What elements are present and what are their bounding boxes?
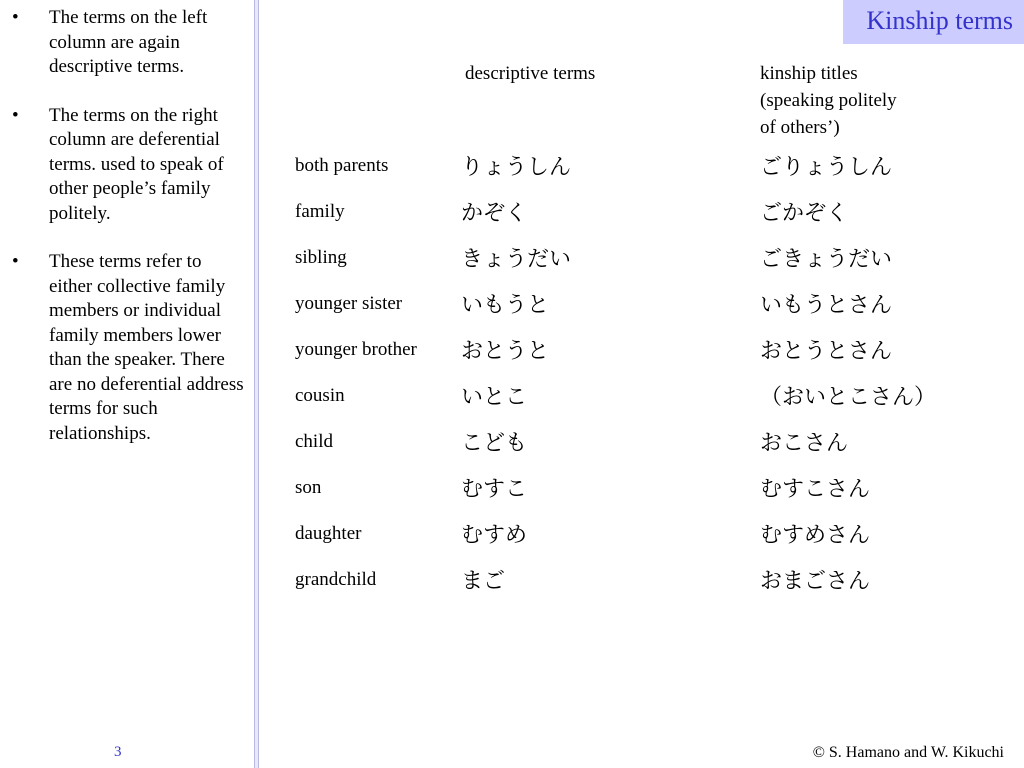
- page-title: Kinship terms: [866, 6, 1013, 35]
- kinship-title: むすこさん: [760, 477, 871, 502]
- note-item: [8, 6, 244, 80]
- kinship-title: おまごさん: [760, 569, 871, 594]
- descriptive-term: まご: [461, 569, 506, 594]
- english-term: child: [295, 431, 333, 452]
- english-term: younger brother: [295, 339, 417, 360]
- bullet: •: [12, 251, 19, 272]
- page-number: 3: [114, 744, 122, 760]
- bullet: •: [12, 7, 19, 28]
- title-box: [843, 0, 1024, 44]
- bullet: •: [12, 104, 19, 126]
- descriptive-term: きょうだい: [461, 247, 572, 272]
- descriptive-term: こども: [461, 431, 528, 456]
- kinship-title: おこさん: [760, 431, 849, 456]
- english-term: daughter: [295, 523, 362, 544]
- english-term: grandchild: [295, 569, 377, 590]
- descriptive-term: かぞく: [461, 201, 528, 226]
- kinship-title: むすめさん: [760, 523, 871, 548]
- descriptive-term: むすこ: [461, 477, 528, 502]
- kinship-title: いもうとさん: [760, 293, 893, 318]
- note-text: The terms on the right column are deferential terms. used to speak of other people’s family politely.: [49, 104, 224, 224]
- note-text: These terms refer to either collective family members or individual family members lower than the speaker. There are no deferential address terms for such relationships.: [49, 251, 244, 444]
- kinship-title: （おいとこさん）: [760, 385, 937, 410]
- descriptive-term: いもうと: [461, 293, 550, 318]
- descriptive-term: いとこ: [461, 385, 528, 410]
- english-term: cousin: [295, 385, 345, 406]
- english-term: both parents: [295, 155, 389, 176]
- header-descriptive: descriptive terms: [465, 63, 596, 84]
- kinship-title: ごりょうしん: [760, 155, 893, 180]
- header-kinship: [760, 60, 897, 141]
- english-term: sibling: [295, 247, 347, 268]
- descriptive-term: おとうと: [461, 339, 550, 364]
- notes-list: [8, 6, 244, 470]
- note-item: [8, 250, 244, 446]
- note-text: The terms on the left column are again descriptive terms.: [49, 7, 208, 77]
- descriptive-term: りょうしん: [461, 155, 572, 180]
- kinship-title: ごきょうだい: [760, 247, 893, 272]
- header-kinship-line1: kinship titles: [760, 63, 858, 84]
- header-kinship-line2: (speaking politely: [760, 90, 897, 111]
- kinship-title: ごかぞく: [760, 201, 849, 226]
- header-kinship-line3: of others’): [760, 117, 840, 138]
- copyright-footer: © S. Hamano and W. Kikuchi: [812, 744, 1004, 761]
- english-term: family: [295, 201, 345, 222]
- kinship-title: おとうとさん: [760, 339, 893, 364]
- descriptive-term: むすめ: [461, 523, 528, 548]
- note-item: [8, 104, 244, 227]
- english-term: son: [295, 477, 322, 498]
- english-term: younger sister: [295, 293, 403, 314]
- vertical-divider: [254, 0, 259, 768]
